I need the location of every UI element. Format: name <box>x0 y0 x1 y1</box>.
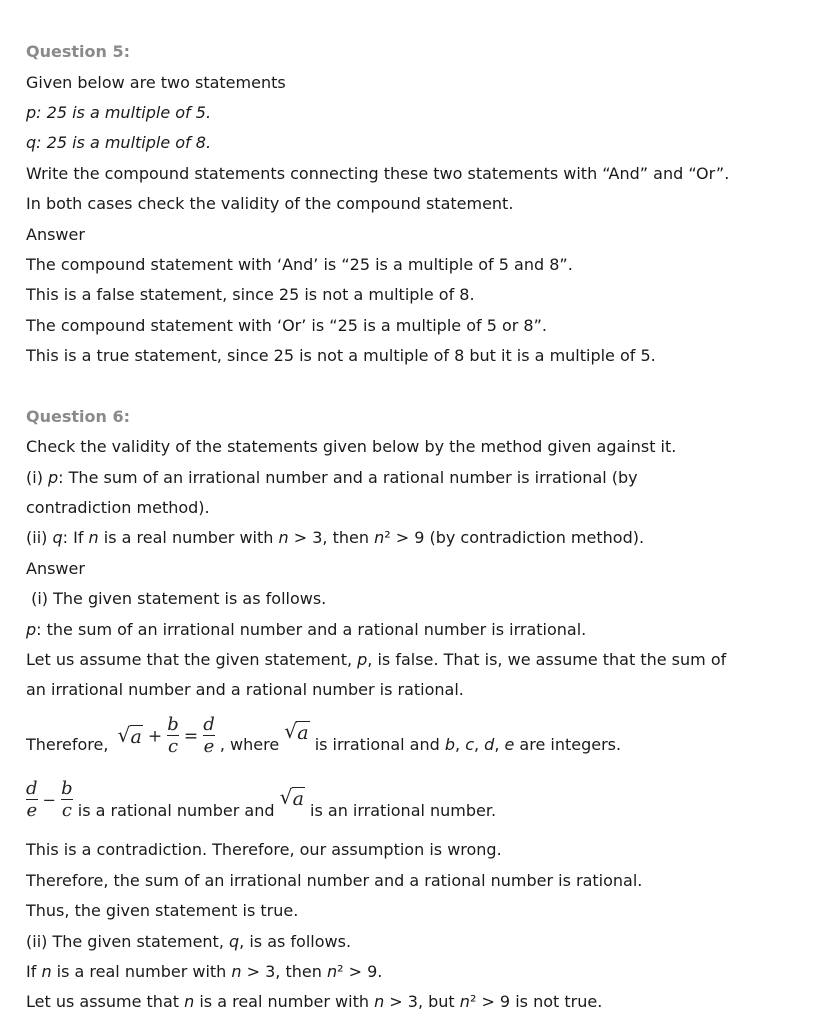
q5-intro: Given below are two statements <box>26 73 286 92</box>
difference-expression: $\frac{d}{e}$ − $\frac{b}{c}$ <box>26 778 73 822</box>
question-6-heading: Question 6: <box>26 407 130 426</box>
q6-part-i-cont: contradiction method). <box>26 498 210 517</box>
question-5-heading: Question 5: <box>26 42 130 61</box>
q6-solution-line-3: Let us assume that the given statement, p, is false. That is, we assume that the sum of <box>26 650 727 669</box>
q5-task-1: Write the compound statements connecting these two statements with “And” and “Or”. <box>26 164 730 183</box>
q6-solution-line-7: This is a contradiction. Therefore, our assumption is wrong. <box>26 840 502 859</box>
q6-intro: Check the validity of the statements given below by the method given against it. <box>26 437 677 456</box>
q6-answer-label: Answer <box>26 559 85 578</box>
q6-solution-line-8: Therefore, the sum of an irrational number and a rational number is rational. <box>26 871 643 890</box>
fraction-b-over-c: $\frac{b}{c}$ <box>167 714 179 758</box>
q-label: q <box>26 133 37 152</box>
q6-part-ii: (ii) q: If n is a real number with n > 3, then n² > 9 (by contradiction method). <box>26 528 645 547</box>
q5-statement-p: p: 25 is a multiple of 5. <box>26 103 212 122</box>
q6-part-i: (i) p: The sum of an irrational number and a rational number is irrational (by <box>26 468 638 487</box>
fraction-d-over-e: $\frac{d}{e}$ <box>203 714 215 758</box>
q6-solution-line-12: Let us assume that n is a real number with n > 3, but n² > 9 is not true. <box>26 992 603 1011</box>
q5-answer-line-1: The compound statement with ‘And’ is “25 is a multiple of 5 and 8”. <box>26 255 573 274</box>
q5-answer-line-4: This is a true statement, since 25 is not a multiple of 8 but it is a multiple of 5. <box>26 346 656 365</box>
q5-answer-line-2: This is a false statement, since 25 is not a multiple of 8. <box>26 285 475 304</box>
q5-answer-label: Answer <box>26 225 85 244</box>
fraction-b-over-c-2: $\frac{b}{c}$ <box>61 778 73 822</box>
equation: √ a + $\frac{b}{c}$ = $\frac{d}{e}$ <box>118 712 215 761</box>
q6-equation-line: Therefore, √ a + $\frac{b}{c}$ = $\frac{d}{e}$ , where √ a is irrational and b, c, d, e are integers. <box>26 712 621 762</box>
sqrt-a-inline-2: √ a <box>279 784 304 810</box>
q5-answer-line-3: The compound statement with ‘Or’ is “25 is a multiple of 5 or 8”. <box>26 316 547 335</box>
sqrt-a-inline: √ a <box>284 718 309 744</box>
p-label: p <box>26 103 37 122</box>
fraction-d-over-e-2: $\frac{d}{e}$ <box>26 778 38 822</box>
q6-difference-line: $\frac{d}{e}$ − $\frac{b}{c}$ is a rational number and √ a is an irrational number. <box>26 776 496 826</box>
q6-solution-line-4: an irrational number and a rational number is rational. <box>26 680 464 699</box>
q6-solution-line-11: If n is a real number with n > 3, then n² > 9. <box>26 962 383 981</box>
q5-task-2: In both cases check the validity of the compound statement. <box>26 194 514 213</box>
q6-solution-line-2: p: the sum of an irrational number and a rational number is irrational. <box>26 620 587 639</box>
q6-solution-line-9: Thus, the given statement is true. <box>26 901 299 920</box>
q5-statement-q: q: 25 is a multiple of 8. <box>26 133 212 152</box>
sqrt-a: √ a <box>117 722 142 748</box>
q6-solution-line-1: (i) The given statement is as follows. <box>26 589 327 608</box>
q6-solution-line-10: (ii) The given statement, q, is as follows. <box>26 932 352 951</box>
